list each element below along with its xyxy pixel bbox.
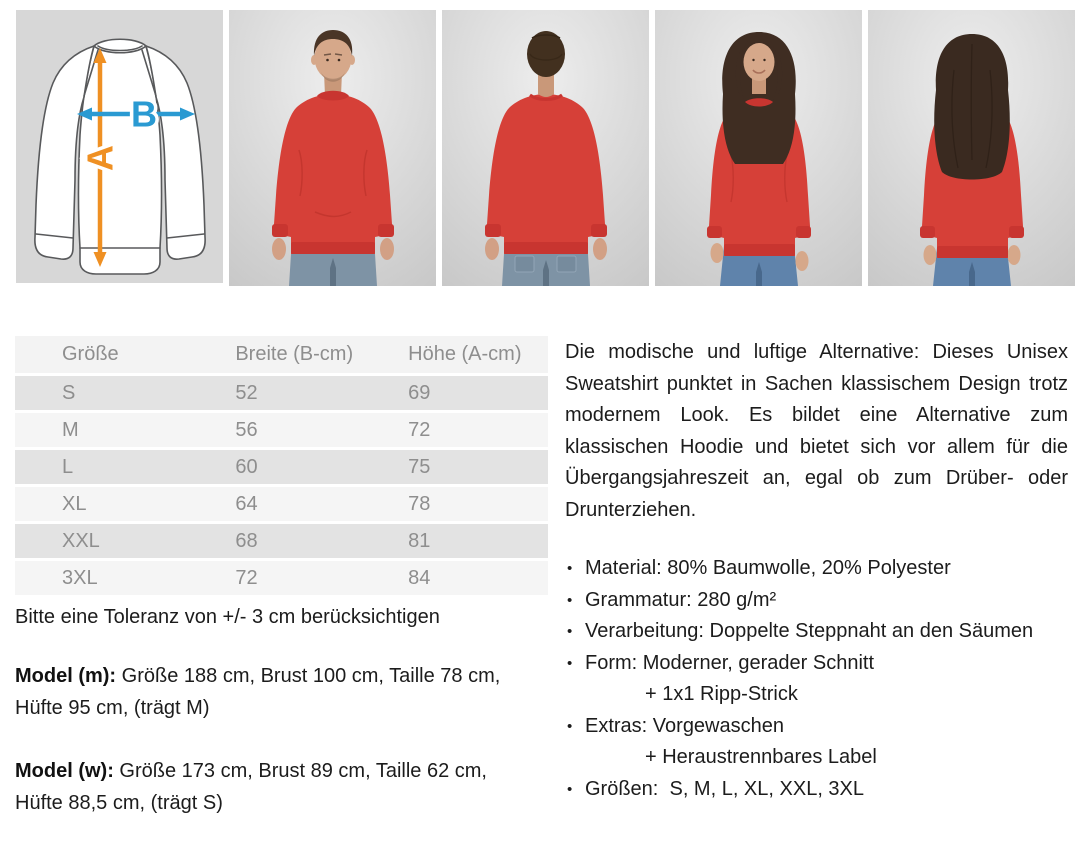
fact-form-sub: + 1x1 Ripp-Strick xyxy=(645,683,798,705)
bullet-icon: • xyxy=(567,654,573,672)
bullet-icon: • xyxy=(567,623,573,640)
cell-size: 3XL xyxy=(15,561,235,595)
cell-breite: 56 xyxy=(235,413,408,447)
size-table-header-row xyxy=(15,336,548,373)
fact-extras-sub: + Heraustrennbares Label xyxy=(645,746,877,768)
model-w-measurements xyxy=(15,755,540,819)
list-item xyxy=(565,774,1068,806)
list-item xyxy=(565,711,1068,774)
table-row xyxy=(15,561,548,595)
fact-material: Material: 80% Baumwolle, 20% Polyester xyxy=(585,557,951,579)
cell-breite: 52 xyxy=(235,376,408,410)
cell-size: XL xyxy=(15,487,235,521)
size-table xyxy=(15,333,548,598)
fact-form: Form: Moderner, gerader Schnitt xyxy=(585,651,875,674)
list-item xyxy=(565,585,1068,617)
model-w-label: Model (w): xyxy=(15,760,114,782)
fact-verarbeitung: Verarbeitung: Doppelte Steppnaht an den Säumen xyxy=(585,620,1034,642)
female-back-illustration xyxy=(868,10,1075,286)
cell-breite: 64 xyxy=(235,487,408,521)
sweatshirt-measure-illustration xyxy=(16,10,223,286)
product-facts-list xyxy=(565,553,1068,805)
bullet-icon: • xyxy=(567,717,573,735)
tolerance-note: Bitte eine Toleranz von +/- 3 cm berücksichtigen xyxy=(15,606,440,628)
fact-groessen: Größen: S, M, L, XL, XXL, 3XL xyxy=(585,777,865,800)
photo-male-front xyxy=(229,10,436,286)
table-row xyxy=(15,487,548,521)
bullet-icon: • xyxy=(567,591,573,609)
list-item xyxy=(565,648,1068,711)
model-w-text: Größe 173 cm, Brust 89 cm, Taille 62 cm, Hüfte 88,5 cm, (trägt S) xyxy=(15,760,487,814)
col-groesse: Größe xyxy=(15,336,235,373)
cell-size: XXL xyxy=(15,524,235,558)
size-info-column xyxy=(15,333,548,819)
list-item xyxy=(565,553,1068,585)
male-front-illustration xyxy=(229,10,436,286)
bullet-icon: • xyxy=(567,560,573,577)
female-front-illustration xyxy=(655,10,862,286)
label-b: B xyxy=(131,93,157,135)
col-breite: Breite (B-cm) xyxy=(235,336,408,373)
table-row xyxy=(15,376,548,410)
cell-size: L xyxy=(15,450,235,484)
male-back-illustration xyxy=(442,10,649,286)
cell-hoehe: 72 xyxy=(408,413,548,447)
cell-size: S xyxy=(15,376,235,410)
description-paragraph: Die modische und luftige Alternative: Dieses Unisex Sweatshirt punktet in Sachen klassischem Design trotz modernem Look. Es bildet eine Alternative zum klassischen Hoodie und bietet sich vor allem für die Übergangsjahreszeit an, egal ob zum Drüber- oder Drunterziehen. xyxy=(565,341,1068,521)
cell-breite: 60 xyxy=(235,450,408,484)
cell-size: M xyxy=(15,413,235,447)
product-description-column xyxy=(565,337,1068,805)
col-hoehe: Höhe (A-cm) xyxy=(408,336,548,373)
size-chart-diagram xyxy=(16,10,223,286)
label-a: A xyxy=(79,145,121,171)
list-item xyxy=(565,616,1068,648)
cell-breite: 72 xyxy=(235,561,408,595)
cell-hoehe: 75 xyxy=(408,450,548,484)
product-image-gallery xyxy=(16,10,1075,286)
cell-breite: 68 xyxy=(235,524,408,558)
fact-extras: Extras: Vorgewaschen xyxy=(585,714,784,737)
photo-female-back xyxy=(868,10,1075,286)
table-row xyxy=(15,524,548,558)
cell-hoehe: 84 xyxy=(408,561,548,595)
table-row xyxy=(15,413,548,447)
photo-male-back xyxy=(442,10,649,286)
fact-grammatur: Grammatur: 280 g/m² xyxy=(585,588,777,611)
model-m-text: Größe 188 cm, Brust 100 cm, Taille 78 cm, Hüfte 95 cm, (trägt M) xyxy=(15,665,501,719)
table-row xyxy=(15,450,548,484)
model-m-label: Model (m): xyxy=(15,665,117,687)
model-m-measurements xyxy=(15,660,540,724)
cell-hoehe: 81 xyxy=(408,524,548,558)
bullet-icon: • xyxy=(567,780,573,798)
cell-hoehe: 78 xyxy=(408,487,548,521)
photo-female-front xyxy=(655,10,862,286)
cell-hoehe: 69 xyxy=(408,376,548,410)
